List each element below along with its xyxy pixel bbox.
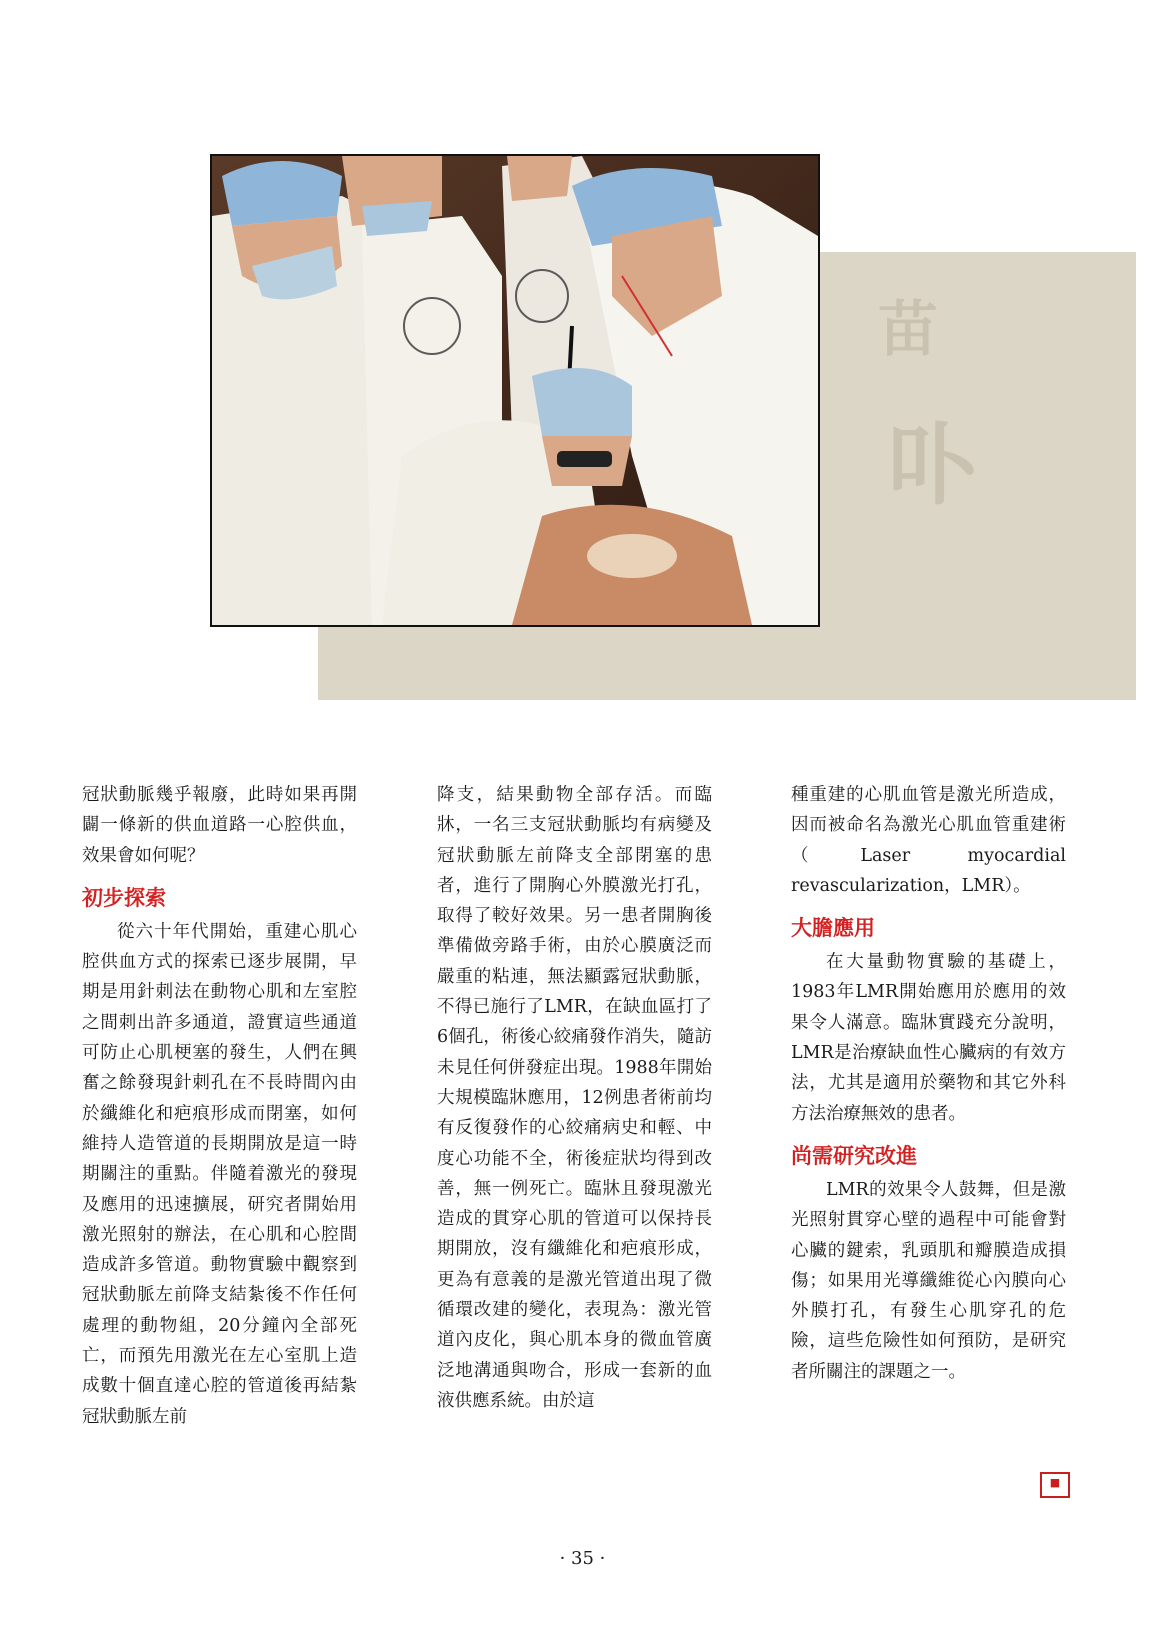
section-heading: 初步探索 [82,885,166,910]
end-mark-icon: ■ [1040,1472,1070,1498]
text-column-1 [82,780,357,1432]
section-heading: 尚需研究改進 [791,1143,917,1168]
paragraph: 降支，結果動物全部存活。而臨牀，一名三支冠狀動脈均有病變及冠狀動脈左前降支全部閉塞的患者，進行了開胸心外膜激光打孔，取得了較好效果。另一患者開胸後準備做旁路手術，由於心膜廣泛而嚴重的粘連，無法顯露冠狀動脈，不得已施行了LMR，在缺血區打了6個孔，術後心絞痛發作消失，隨訪未見任何併發症出現。1988年開始大規模臨牀應用，12例患者術前均有反復發作的心絞痛病史和輕、中度心功能不全，術後症狀均得到改善，無一例死亡。臨牀且發現激光造成的貫穿心肌的管道可以保持長期開放，沒有纖維化和疤痕形成，更為有意義的是激光管道出現了微循環改建的變化，表現為：激光管道內皮化，與心肌本身的微血管廣泛地溝通與吻合，形成一套新的血液供應系統。由於這 [437,785,712,1411]
background-ghost-glyph: 苗 [878,295,938,365]
paragraph: LMR的效果令人鼓舞，但是激光照射貫穿心壁的過程中可能會對心臟的鍵索，乳頭肌和瓣膜造成損傷；如果用光導纖維從心內膜向心外膜打孔，有發生心肌穿孔的危險，這些危險性如何預防，是研究者所關注的課題之一。 [791,1179,1066,1382]
text-column-2 [437,780,712,1416]
paragraph: 冠狀動脈幾乎報廢，此時如果再開闢一條新的供血道路一心腔供血，效果會如何呢？ [82,785,357,866]
text-column-3 [791,780,1066,1387]
page-number: · 35 · [559,1548,606,1569]
section-heading: 大膽應用 [791,916,875,941]
surgery-photo [210,154,820,627]
paragraph: 在大量動物實驗的基礎上，1983年LMR開始應用於應用的效果令人滿意。臨牀實踐充分說明，LMR是治療缺血性心臟病的有效方法，尤其是適用於藥物和其它外科方法治療無效的患者。 [791,952,1066,1124]
paragraph: 種重建的心肌血管是激光所造成，因而被命名為激光心肌血管重建術（Laser myocardial revascularization，LMR）。 [791,785,1066,896]
background-ghost-glyph: 卟 [888,413,978,518]
paragraph: 從六十年代開始，重建心肌心腔供血方式的探索已逐步展開，早期是用針刺法在動物心肌和左室腔之間刺出許多通道，證實這些通道可防止心肌梗塞的發生，人們在興奮之餘發現針刺孔在不長時間內由於纖維化和疤痕形成而閉塞，如何維持人造管道的長期開放是這一時期關注的重點。伴隨着激光的發現及應用的迅速擴展，研究者開始用激光照射的辦法，在心肌和心腔間造成許多管道。動物實驗中觀察到冠狀動脈左前降支結紮後不作任何處理的動物組，20分鐘內全部死亡，而預先用激光在左心室肌上造成數十個直達心腔的管道後再結紮冠狀動脈左前 [82,921,357,1427]
